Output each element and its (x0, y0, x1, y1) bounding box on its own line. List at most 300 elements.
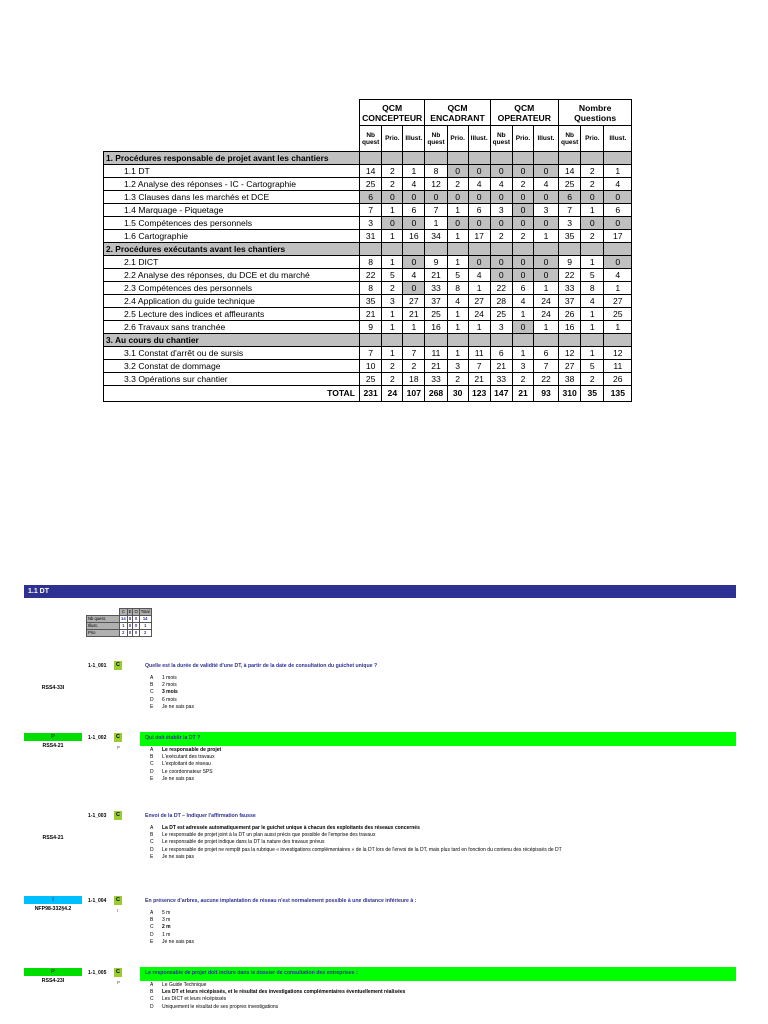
total-cell: 231 (360, 386, 382, 402)
row-label: 3.3 Opérations sur chantier (104, 373, 360, 386)
value-cell: 14 (360, 165, 382, 178)
value-cell: 0 (581, 191, 604, 204)
row-label: 1.5 Compétences des personnels (104, 217, 360, 230)
section-fill (558, 243, 580, 256)
value-cell: 25 (360, 373, 382, 386)
section-fill (403, 152, 425, 165)
mini-header: O (134, 609, 138, 614)
value-cell: 2 (382, 360, 403, 373)
reference-code: RSS4-21 (42, 835, 64, 841)
value-cell: 18 (403, 373, 425, 386)
value-cell: 1 (581, 256, 604, 269)
mini-cell: 14 (139, 616, 151, 623)
value-cell: 0 (533, 191, 558, 204)
row-label: 3.1 Constat d'arrêt ou de sursis (104, 347, 360, 360)
mini-row (87, 616, 152, 623)
section-fill (425, 152, 447, 165)
value-cell: 35 (558, 230, 580, 243)
answer-option (150, 917, 710, 924)
row-label: 1.3 Clauses dans les marchés et DCE (104, 191, 360, 204)
mini-cell: 0 (128, 630, 132, 635)
answer-option (150, 939, 710, 946)
section-fill (382, 243, 403, 256)
answer-option (150, 924, 710, 931)
summary-header (104, 100, 632, 152)
value-cell: 4 (403, 178, 425, 191)
answer-options (150, 982, 710, 1011)
value-cell: 0 (604, 191, 632, 204)
value-cell: 2 (403, 360, 425, 373)
value-cell: 6 (490, 347, 512, 360)
value-cell: 2 (382, 282, 403, 295)
question-level-badge: C (114, 968, 122, 977)
value-cell: 1 (581, 204, 604, 217)
question-id: 1-1_004 (88, 898, 107, 904)
value-cell: 24 (468, 308, 490, 321)
value-cell: 25 (425, 308, 447, 321)
question-tag: P (24, 968, 82, 976)
question-id: 1-1_002 (88, 735, 107, 741)
total-cell: 93 (533, 386, 558, 402)
answer-options (150, 747, 710, 783)
group-header: QCM CONCEPTEUR (360, 100, 425, 126)
answer-option (150, 982, 710, 989)
sub-header: Prio. (512, 126, 533, 152)
option-text: 1 m (162, 931, 171, 938)
option-letter: D (150, 1003, 154, 1010)
question-level-badge: C (114, 733, 122, 742)
total-cell: 21 (512, 386, 533, 402)
section-fill (382, 152, 403, 165)
value-cell: 0 (403, 256, 425, 269)
value-cell: 0 (490, 191, 512, 204)
row-label: 1.1 DT (104, 165, 360, 178)
value-cell: 11 (468, 347, 490, 360)
value-cell: 3 (360, 217, 382, 230)
answer-option (150, 854, 710, 861)
value-cell: 0 (512, 321, 533, 334)
reference-code: RSS4-21 (42, 743, 64, 749)
row-label: 3.2 Constat de dommage (104, 360, 360, 373)
question-level-badge: C (114, 896, 122, 905)
value-cell: 27 (468, 295, 490, 308)
question-level-badge: C (114, 811, 122, 820)
value-cell: 0 (468, 191, 490, 204)
mini-cell: 0 (134, 630, 138, 635)
option-letter: D (150, 846, 154, 853)
section-fill (360, 152, 382, 165)
answer-option (150, 675, 710, 682)
option-text: Les DICT et leurs récépissés (162, 996, 227, 1003)
mini-cell: 1 (120, 623, 128, 630)
question-id: 1-1_003 (88, 813, 107, 819)
question-text: Le responsable de projet doit inclure dans le dossier de consultation des entreprises : (145, 970, 358, 976)
option-text: L'exécutant des travaux (162, 754, 215, 761)
mini-cell: 0 (134, 623, 138, 628)
option-letter: D (150, 768, 154, 775)
option-letter: B (150, 832, 154, 839)
option-letter: C (150, 996, 154, 1003)
value-cell: 0 (604, 256, 632, 269)
value-cell: 2 (490, 230, 512, 243)
value-cell: 9 (360, 321, 382, 334)
value-cell: 7 (558, 204, 580, 217)
value-cell: 0 (403, 191, 425, 204)
value-cell: 1 (382, 256, 403, 269)
group-header: Nombre Questions (558, 100, 631, 126)
option-text: Le responsable de projet joint à la DT un plan aussi précis que possible de l'emprise des travaux (162, 832, 376, 839)
summary-table (103, 99, 632, 402)
section-fill (447, 334, 468, 347)
answer-options (150, 675, 710, 711)
question-level-badge: C (114, 661, 122, 670)
row-label: 2.1 DICT (104, 256, 360, 269)
sub-header: Illust. (403, 126, 425, 152)
option-text: Le coordonnateur SPS (162, 768, 213, 775)
value-cell: 21 (425, 360, 447, 373)
table-row (104, 347, 632, 360)
value-cell: 21 (360, 308, 382, 321)
value-cell: 5 (581, 269, 604, 282)
option-text: Je ne sais pas (162, 703, 194, 710)
sub-header: Nb quest (425, 126, 447, 152)
total-cell: 30 (447, 386, 468, 402)
value-cell: 1 (581, 321, 604, 334)
value-cell: 2 (581, 178, 604, 191)
table-row (104, 178, 632, 191)
section-fill (468, 243, 490, 256)
option-letter: E (150, 853, 154, 860)
value-cell: 0 (447, 165, 468, 178)
value-cell: 1 (447, 347, 468, 360)
question-highlight (140, 732, 736, 746)
summary-body (104, 152, 632, 402)
section-title: 1. Procédures responsable de projet avant les chantiers (104, 152, 360, 165)
value-cell: 0 (468, 217, 490, 230)
value-cell: 4 (468, 269, 490, 282)
value-cell: 33 (490, 373, 512, 386)
section-row (104, 152, 632, 165)
mini-header: E (128, 609, 132, 614)
option-text: Uniquement le résultat de ses propres investigations (162, 1003, 279, 1010)
option-text: Le responsable de projet (162, 747, 222, 753)
value-cell: 0 (512, 269, 533, 282)
table-row (104, 282, 632, 295)
value-cell: 5 (382, 269, 403, 282)
table-row (104, 269, 632, 282)
section-fill (604, 334, 632, 347)
value-cell: 0 (512, 217, 533, 230)
value-cell: 5 (581, 360, 604, 373)
value-cell: 1 (403, 165, 425, 178)
option-letter: E (150, 775, 154, 782)
value-cell: 9 (425, 256, 447, 269)
mini-row-label: Illust. (87, 623, 120, 630)
value-cell: 1 (604, 282, 632, 295)
value-cell: 31 (360, 230, 382, 243)
value-cell: 4 (512, 295, 533, 308)
answer-option (150, 932, 710, 939)
value-cell: 7 (403, 347, 425, 360)
value-cell: 0 (382, 217, 403, 230)
value-cell: 7 (360, 347, 382, 360)
total-cell: 135 (604, 386, 632, 402)
value-cell: 37 (425, 295, 447, 308)
value-cell: 11 (604, 360, 632, 373)
sub-header: Prio. (447, 126, 468, 152)
group-header: QCM ENCADRANT (425, 100, 490, 126)
value-cell: 6 (558, 191, 580, 204)
value-cell: 5 (447, 269, 468, 282)
option-letter: B (150, 989, 154, 996)
section-fill (468, 334, 490, 347)
value-cell: 0 (512, 191, 533, 204)
value-cell: 4 (604, 178, 632, 191)
question-tag: P (24, 733, 82, 741)
value-cell: 33 (558, 282, 580, 295)
option-text: 3 mois (162, 689, 178, 696)
value-cell: 0 (581, 217, 604, 230)
section-fill (581, 334, 604, 347)
value-cell: 0 (468, 165, 490, 178)
option-letter: E (150, 703, 154, 710)
option-text: Le Guide Technique (162, 982, 207, 988)
table-row (104, 256, 632, 269)
header-corner (104, 100, 360, 152)
value-cell: 6 (604, 204, 632, 217)
value-cell: 7 (468, 360, 490, 373)
answer-option (150, 747, 710, 754)
value-cell: 26 (558, 308, 580, 321)
value-cell: 1 (447, 204, 468, 217)
row-label: 1.2 Analyse des réponses - IC - Cartographie (104, 178, 360, 191)
value-cell: 1 (447, 230, 468, 243)
value-cell: 3 (512, 360, 533, 373)
value-cell: 2 (581, 230, 604, 243)
question-tag: I (24, 896, 82, 904)
value-cell: 7 (425, 204, 447, 217)
value-cell: 0 (447, 217, 468, 230)
value-cell: 1 (533, 321, 558, 334)
value-cell: 1 (604, 165, 632, 178)
value-cell: 0 (512, 256, 533, 269)
section-bar: 1.1 DT (24, 585, 736, 598)
sub-header: Prio. (382, 126, 403, 152)
question-sub-marker: P (117, 745, 121, 750)
section-fill (403, 243, 425, 256)
section-fill (604, 243, 632, 256)
mini-header: C (120, 609, 128, 616)
option-letter: A (150, 910, 154, 916)
value-cell: 26 (604, 373, 632, 386)
value-cell: 1 (533, 230, 558, 243)
mini-cell: 0 (134, 616, 138, 621)
row-label: 2.4 Application du guide technique (104, 295, 360, 308)
value-cell: 1 (382, 230, 403, 243)
mini-cell: 8 (128, 616, 132, 621)
value-cell: 1 (403, 321, 425, 334)
value-cell: 4 (468, 178, 490, 191)
value-cell: 0 (490, 256, 512, 269)
value-cell: 27 (604, 295, 632, 308)
value-cell: 28 (490, 295, 512, 308)
total-cell: 147 (490, 386, 512, 402)
mini-cell: 2 (120, 630, 128, 637)
mini-row-label: Prio (87, 630, 120, 637)
value-cell: 3 (382, 295, 403, 308)
value-cell: 4 (490, 178, 512, 191)
answer-option (150, 989, 710, 996)
value-cell: 8 (447, 282, 468, 295)
value-cell: 0 (533, 165, 558, 178)
section-fill (447, 152, 468, 165)
total-cell: 310 (558, 386, 580, 402)
value-cell: 2 (382, 373, 403, 386)
value-cell: 1 (447, 321, 468, 334)
answer-option (150, 682, 710, 689)
sub-header: Illust. (468, 126, 490, 152)
question-text: Quelle est la durée de validité d'une DT, à partir de la date de consultation du guichet unique ? (145, 663, 378, 669)
value-cell: 1 (382, 321, 403, 334)
mini-cell: 0 (128, 623, 132, 628)
option-text: 6 mois (162, 696, 177, 703)
value-cell: 4 (581, 295, 604, 308)
value-cell: 4 (533, 178, 558, 191)
value-cell: 1 (512, 308, 533, 321)
value-cell: 35 (360, 295, 382, 308)
reference-code: NFP98-332§4.2 (34, 906, 72, 912)
table-row (104, 321, 632, 334)
value-cell: 3 (447, 360, 468, 373)
option-letter: C (150, 924, 154, 931)
question-text: Qui doit établir la DT ? (145, 735, 201, 741)
value-cell: 24 (533, 308, 558, 321)
answer-options (150, 825, 710, 861)
value-cell: 6 (403, 204, 425, 217)
section-fill (512, 152, 533, 165)
value-cell: 1 (382, 308, 403, 321)
sub-header: Illust. (533, 126, 558, 152)
answer-option (150, 910, 710, 917)
value-cell: 22 (360, 269, 382, 282)
reference-code: RSS4-23I (41, 978, 65, 984)
value-cell: 14 (558, 165, 580, 178)
value-cell: 8 (360, 256, 382, 269)
question-sub-marker: I (117, 908, 119, 913)
table-row (104, 217, 632, 230)
value-cell: 4 (403, 269, 425, 282)
value-cell: 1 (581, 308, 604, 321)
value-cell: 2 (581, 165, 604, 178)
option-text: 5 m (162, 910, 171, 916)
answer-option (150, 832, 710, 839)
value-cell: 21 (403, 308, 425, 321)
section-fill (581, 152, 604, 165)
value-cell: 6 (360, 191, 382, 204)
value-cell: 34 (425, 230, 447, 243)
option-letter: A (150, 747, 154, 753)
value-cell: 0 (403, 282, 425, 295)
option-letter: E (150, 938, 154, 945)
total-row (104, 386, 632, 402)
value-cell: 3 (558, 217, 580, 230)
value-cell: 2 (447, 178, 468, 191)
value-cell: 1 (425, 217, 447, 230)
mini-cell: 2 (139, 630, 151, 637)
value-cell: 16 (425, 321, 447, 334)
mini-corner (87, 609, 120, 616)
value-cell: 1 (604, 321, 632, 334)
mini-row (87, 630, 152, 637)
value-cell: 7 (360, 204, 382, 217)
answer-option (150, 996, 710, 1003)
value-cell: 0 (512, 165, 533, 178)
section-fill (490, 152, 512, 165)
section-fill (425, 334, 447, 347)
option-text: Les DT et leurs récépissés, et le résultat des investigations complémentaires éventuellement réalisées (162, 989, 406, 996)
value-cell: 22 (533, 373, 558, 386)
table-row (104, 230, 632, 243)
answer-option (150, 769, 710, 776)
value-cell: 21 (490, 360, 512, 373)
answer-option (150, 776, 710, 783)
value-cell: 2 (447, 373, 468, 386)
question-sub-marker: P (117, 980, 121, 985)
option-letter: C (150, 839, 154, 846)
value-cell: 0 (512, 204, 533, 217)
option-text: 2 mois (162, 682, 177, 689)
option-text: Le responsable de projet ne remplit pas la rubrique « investigations complémentaires » de la DT lors de l'envoi de la DT, mais plus tard en fonction du contenu des récépissés de DT (162, 846, 562, 853)
option-text: Le responsable de projet indique dans la DT la nature des travaux prévus (162, 839, 325, 846)
reference-code: RSS4-33I (41, 685, 65, 691)
value-cell: 0 (604, 217, 632, 230)
sub-header: Nb quest (360, 126, 382, 152)
table-row (104, 360, 632, 373)
value-cell: 1 (382, 347, 403, 360)
value-cell: 6 (533, 347, 558, 360)
value-cell: 25 (604, 308, 632, 321)
section-fill (581, 243, 604, 256)
option-letter: A (150, 675, 154, 681)
mini-cell: 14 (121, 616, 126, 621)
answer-option (150, 754, 710, 761)
value-cell: 11 (425, 347, 447, 360)
value-cell: 2 (382, 165, 403, 178)
value-cell: 1 (447, 256, 468, 269)
option-text: 3 m (162, 917, 171, 924)
total-cell: 24 (382, 386, 403, 402)
value-cell: 1 (468, 282, 490, 295)
section-title: 2. Procédures exécutants avant les chantiers (104, 243, 360, 256)
question-id: 1-1_001 (88, 663, 107, 669)
mini-row (87, 623, 152, 630)
option-letter: B (150, 754, 154, 761)
value-cell: 0 (403, 217, 425, 230)
section-fill (604, 152, 632, 165)
section-fill (468, 152, 490, 165)
option-text: L'exploitant de réseau (162, 761, 211, 768)
answer-option (150, 1004, 710, 1011)
question-text: En présence d'arbres, aucune implantation de réseau n'est normalement possible à une distance inférieure à : (145, 898, 417, 904)
value-cell: 21 (468, 373, 490, 386)
table-row (104, 373, 632, 386)
answer-option (150, 825, 710, 832)
question-text: Envoi de la DT – Indiquer l'affirmation fausse (145, 813, 256, 819)
section-fill (382, 334, 403, 347)
value-cell: 33 (425, 282, 447, 295)
section-fill (512, 243, 533, 256)
answer-options (150, 910, 710, 946)
